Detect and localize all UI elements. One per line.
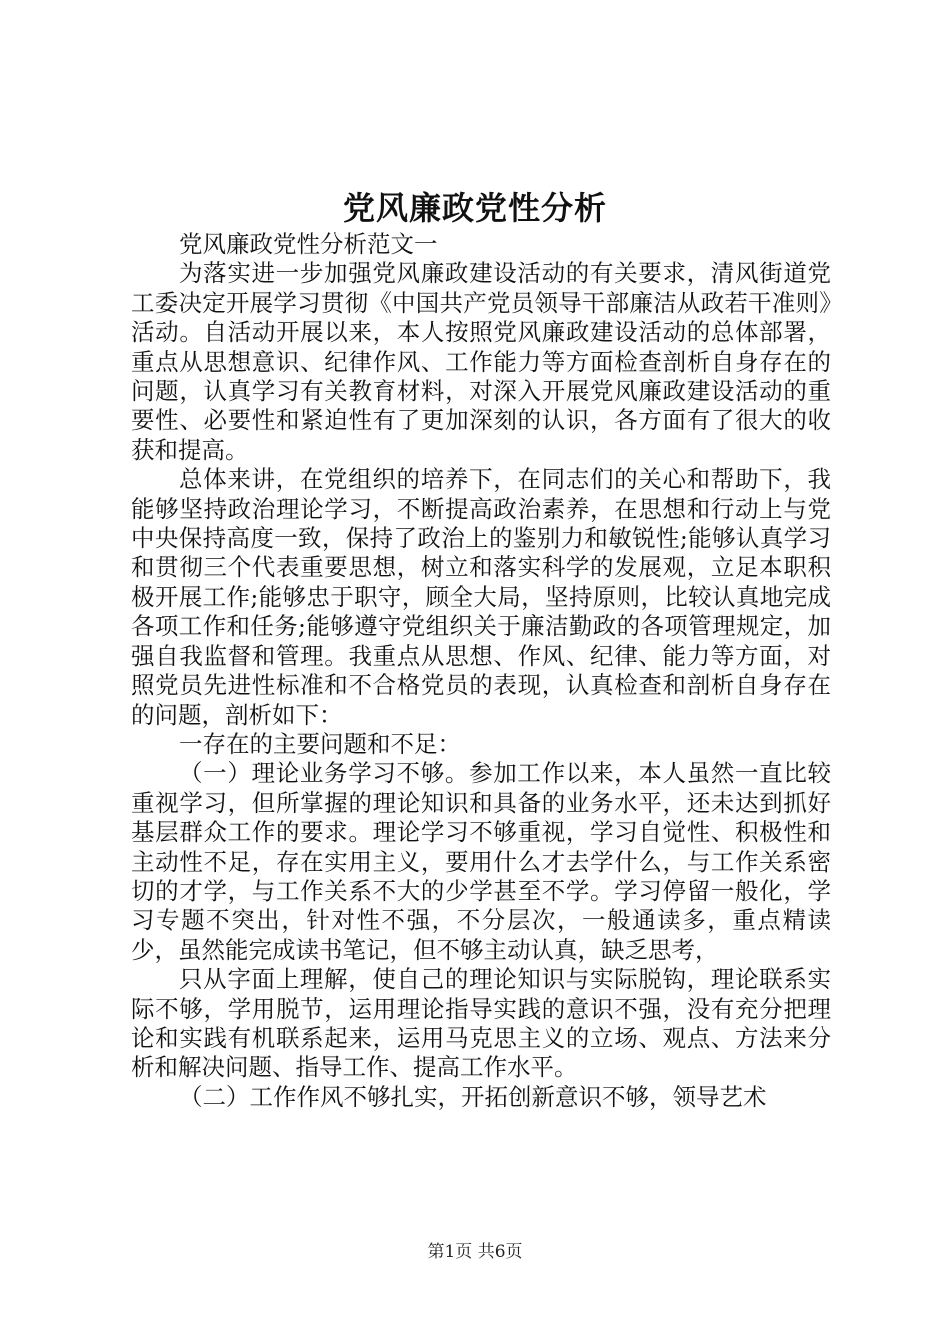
document-title: 党风廉政党性分析 bbox=[342, 189, 607, 227]
page-footer: 第1页 共6页 bbox=[427, 1242, 523, 1262]
body-paragraph: （二）工作作风不够扎实，开拓创新意识不够，领导艺术 bbox=[179, 1082, 767, 1111]
document-body bbox=[131, 230, 831, 1112]
body-paragraph: （一）理论业务学习不够。参加工作以来，本人虽然一直比较重视学习，但所掌握的理论知识和具备的业务水平，还未达到抓好基层群众工作的要求。理论学习不够重视，学习自觉性、积极性和主动性不足，存在实用主义，要用什么才去学什么，与工作关系密切的才学，与工作关系不大的少学甚至不学。学习停留一般化，学习专题不突出，针对性不强，不分层次，一般通读多，重点精读少，虽然能完成读书笔记，但不够主动认真，缺乏思考， bbox=[131, 759, 831, 964]
body-paragraph: 为落实进一步加强党风廉政建设活动的有关要求，清风街道党工委决定开展学习贯彻《中国共产党员领导干部廉洁从政若干准则》活动。自活动开展以来，本人按照党风廉政建设活动的总体部署，重点从思想意识、纪律作风、工作能力等方面检查剖析自身存在的问题，认真学习有关教育材料，对深入开展党风廉政建设活动的重要性、必要性和紧迫性有了更加深刻的认识，各方面有了很大的收获和提高。 bbox=[131, 259, 831, 464]
body-paragraph: 总体来讲，在党组织的培养下，在同志们的关心和帮助下，我能够坚持政治理论学习，不断提高政治素养，在思想和行动上与党中央保持高度一致，保持了政治上的鉴别力和敏锐性;能够认真学习和贯彻三个代表重要思想，树立和落实科学的发展观，立足本职积极开展工作;能够忠于职守，顾全大局，坚持原则，比较认真地完成各项工作和任务;能够遵守党组织关于廉洁勤政的各项管理规定，加强自我监督和管理。我重点从思想、作风、纪律、能力等方面，对照党员先进性标准和不合格党员的表现，认真检查和剖析自身存在的问题，剖析如下： bbox=[131, 465, 831, 729]
section-heading: 一存在的主要问题和不足： bbox=[179, 729, 461, 758]
body-paragraph: 只从字面上理解，使自己的理论知识与实际脱钩，理论联系实际不够，学用脱节，运用理论指导实践的意识不强，没有充分把理论和实践有机联系起来，运用马克思主义的立场、观点、方法来分析和解决问题、指导工作、提高工作水平。 bbox=[131, 965, 831, 1082]
subtitle-paragraph: 党风廉政党性分析范文一 bbox=[179, 230, 438, 258]
